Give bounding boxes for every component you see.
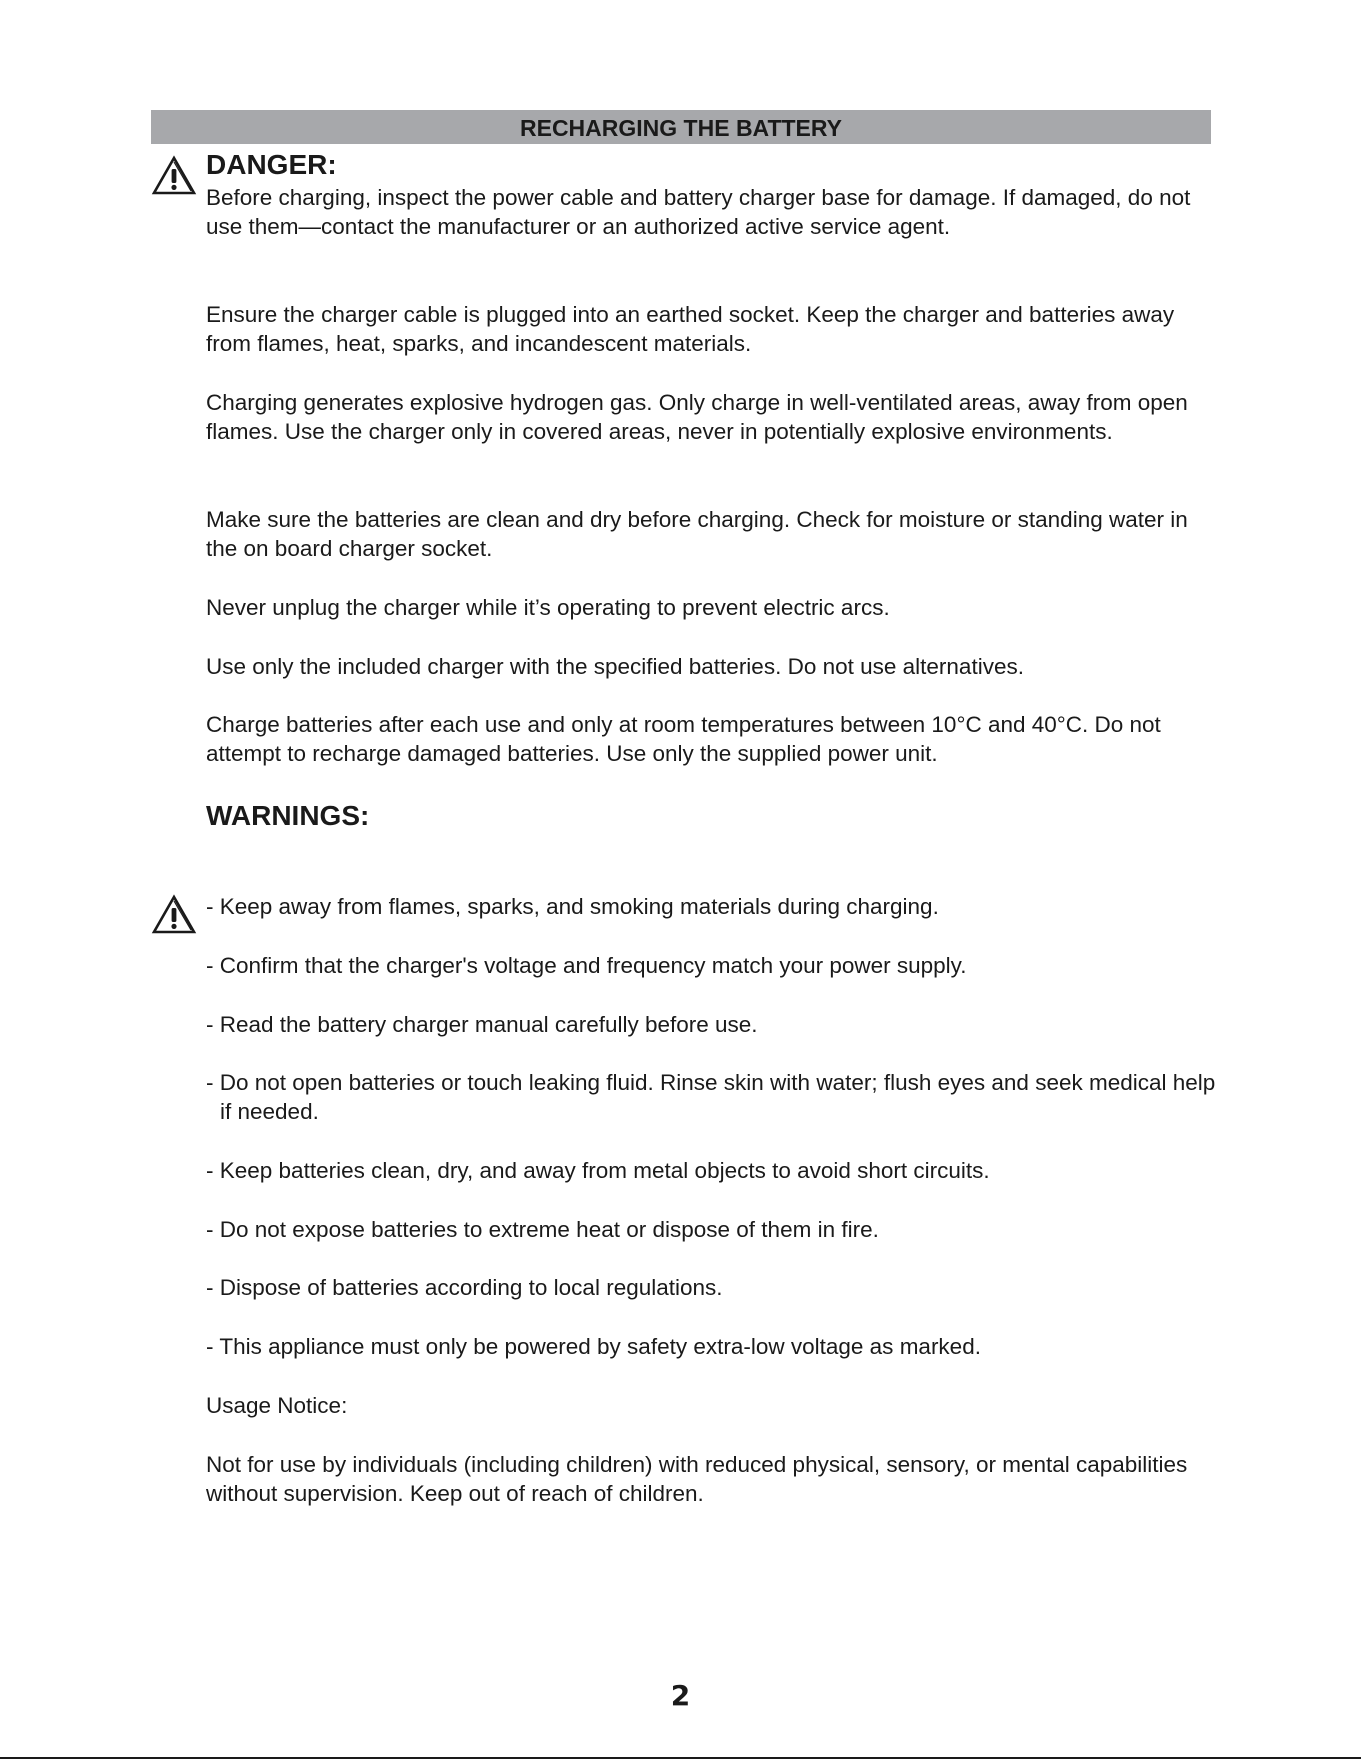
section-title: RECHARGING THE BATTERY bbox=[520, 115, 842, 141]
usage-notice-text: Not for use by individuals (including children) with reduced physical, sensory, or mental capabilities without supervision. Keep out of reach of children. bbox=[206, 1452, 1188, 1507]
bottom-rule bbox=[0, 1757, 1361, 1759]
warnings-heading: WARNINGS: bbox=[206, 800, 370, 831]
warning-item-5: - Keep batteries clean, dry, and away from metal objects to avoid short circuits. bbox=[206, 1158, 990, 1183]
danger-heading: DANGER: bbox=[206, 149, 337, 180]
warning-triangle-icon bbox=[151, 894, 197, 936]
danger-paragraph-6: Use only the included charger with the specified batteries. Do not use alternatives. bbox=[206, 654, 1024, 679]
warning-triangle-icon bbox=[151, 155, 197, 197]
danger-paragraph-1: Before charging, inspect the power cable and battery charger base for damage. If damaged, do not use them—contact the manufacturer or an authorized active service agent. bbox=[206, 185, 1191, 240]
page-number: 2 bbox=[670, 1679, 691, 1712]
warning-item-1: - Keep away from flames, sparks, and smoking materials during charging. bbox=[206, 894, 939, 919]
danger-paragraph-7: Charge batteries after each use and only at room temperatures between 10°C and 40°C. Do not attempt to recharge damaged batteries. Use only the supplied power unit. bbox=[206, 712, 1161, 767]
warning-item-2: - Confirm that the charger's voltage and frequency match your power supply. bbox=[206, 953, 967, 978]
usage-notice-label: Usage Notice: bbox=[206, 1393, 348, 1418]
warning-item-6: - Do not expose batteries to extreme heat or dispose of them in fire. bbox=[206, 1217, 879, 1242]
section-title-bar bbox=[151, 110, 1211, 144]
danger-paragraph-2: Ensure the charger cable is plugged into an earthed socket. Keep the charger and batteries away from flames, heat, sparks, and incandescent materials. bbox=[206, 302, 1175, 357]
warning-item-8: - This appliance must only be powered by safety extra-low voltage as marked. bbox=[206, 1334, 981, 1359]
warning-item-7: - Dispose of batteries according to local regulations. bbox=[206, 1275, 723, 1300]
danger-paragraph-4: Make sure the batteries are clean and dry before charging. Check for moisture or standing water in the on board charger socket. bbox=[206, 507, 1188, 562]
danger-paragraph-5: Never unplug the charger while it’s operating to prevent electric arcs. bbox=[206, 595, 890, 620]
warning-item-4: - Do not open batteries or touch leaking fluid. Rinse skin with water; flush eyes and seek medical help if needed. bbox=[206, 1070, 1216, 1125]
warning-item-3: - Read the battery charger manual carefully before use. bbox=[206, 1012, 758, 1037]
danger-paragraph-3: Charging generates explosive hydrogen gas. Only charge in well-ventilated areas, away from open flames. Use the charger only in covered areas, never in potentially explosive environments. bbox=[206, 390, 1188, 445]
